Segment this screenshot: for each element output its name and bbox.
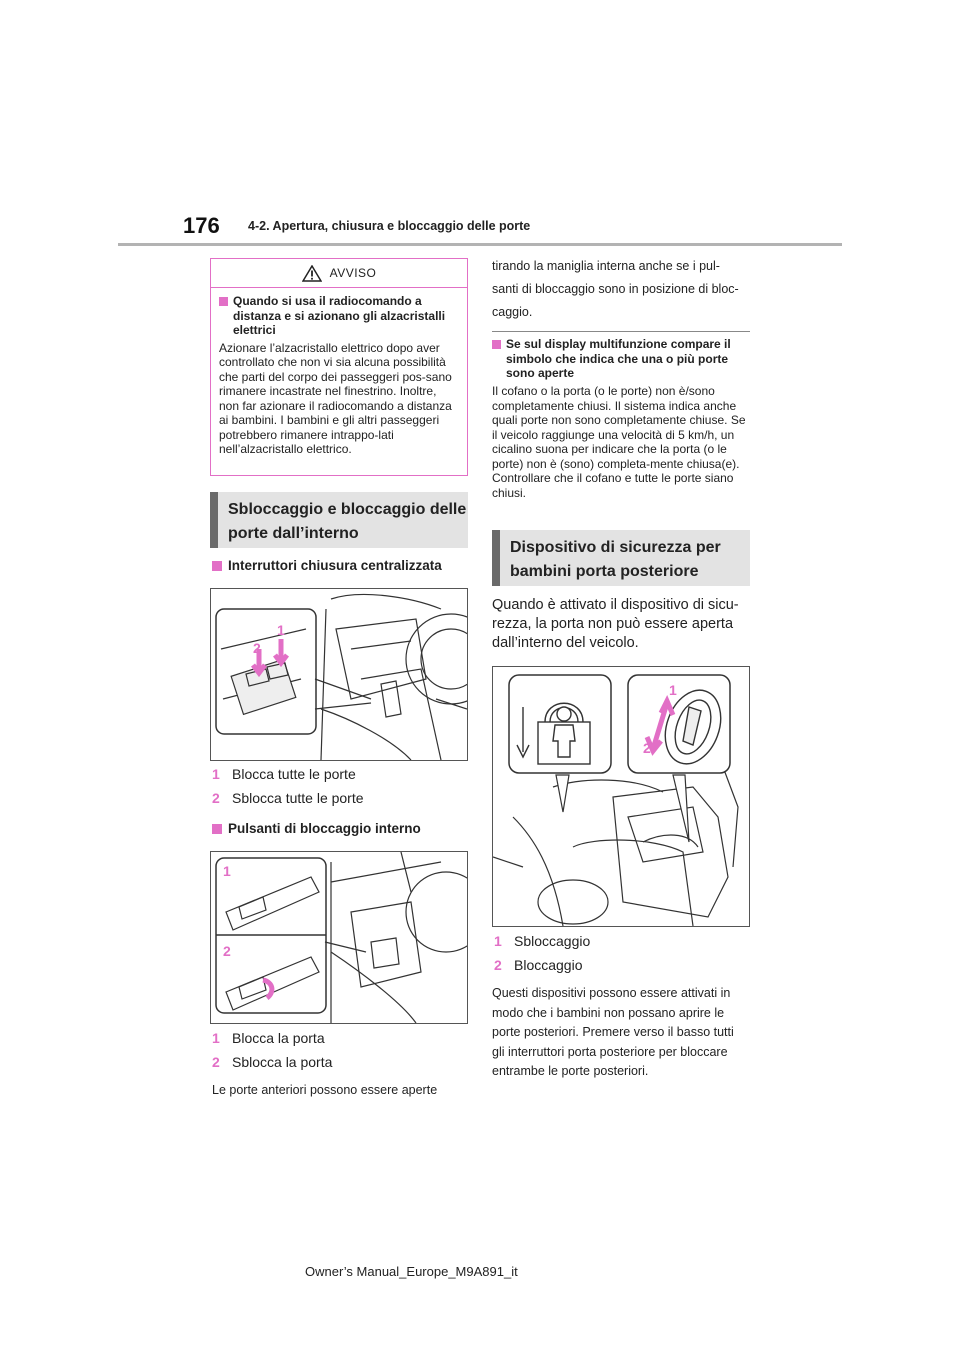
item-text: Sblocca la porta	[232, 1054, 333, 1070]
text-line: Questi dispositivi possono essere attivati in	[492, 986, 731, 1000]
item-text: Blocca la porta	[232, 1030, 325, 1046]
banner-line: Sbloccaggio e bloccaggio delle	[228, 501, 467, 518]
subheading-text: Interruttori chiusura centralizzata	[228, 558, 442, 573]
figure-child-safety-lock	[492, 666, 750, 927]
item-number: 1	[494, 933, 502, 949]
list-item	[494, 933, 590, 949]
list-central-locking	[212, 766, 364, 806]
text-line: tirando la maniglia interna anche se i pul-	[492, 259, 720, 273]
list-item	[212, 790, 364, 806]
note-child-lock	[492, 984, 750, 1082]
warning-title: AVVISO	[329, 266, 377, 280]
figure-central-locking-switches	[210, 588, 468, 761]
warning-triangle-icon	[302, 265, 322, 282]
item-text: Bloccaggio	[514, 957, 583, 973]
header-divider	[118, 243, 842, 246]
item-text: Sbloccaggio	[514, 933, 591, 949]
text-line: Quando è attivato il dispositivo di sicu-	[492, 597, 739, 613]
item-number: 2	[494, 957, 502, 973]
bullet-square-icon	[492, 340, 501, 349]
list-item	[212, 1030, 332, 1046]
list-item	[494, 957, 590, 973]
section-banner-child-safety	[492, 530, 750, 586]
paragraph-door-open: Il cofano o la porta (o le porte) non è/sono completamente chiusi. Il sistema indica anche quali porte non sono completamente chiuse. Se il veicolo raggiunge una velocità di 5 km/h, un cicalino suona per indicare che la porta (o le porte) non è (sono) completa-mente chiusa(e). Controllare che il cofano e tutte le porte siano chiusi.	[492, 384, 746, 500]
fig2-label-2: 2	[223, 943, 231, 959]
item-text: Sblocca tutte le porte	[232, 790, 364, 806]
fig3-label-1: 1	[669, 682, 677, 698]
divider	[492, 331, 750, 332]
item-number: 2	[212, 1054, 220, 1070]
text-line: caggio.	[492, 305, 533, 319]
item-text: Blocca tutte le porte	[232, 766, 356, 782]
page-number: 176	[183, 213, 220, 238]
fig2-label-1: 1	[223, 863, 231, 879]
bullet-square-icon	[219, 297, 228, 306]
warning-box	[210, 258, 468, 476]
item-number: 1	[212, 1030, 220, 1046]
list-child-lock	[494, 933, 590, 973]
text-line: entrambe le porte posteriori.	[492, 1064, 649, 1078]
text-line: gli interruttori porta posteriore per bloccare	[492, 1044, 728, 1059]
fig3-label-2: 2	[643, 740, 651, 756]
bullet-square-icon	[212, 824, 222, 834]
figure-interior-lock-buttons	[210, 851, 468, 1024]
warning-text: Azionare l’alzacristallo elettrico dopo aver controllato che non vi sia alcuna possibilità che parti del corpo dei passeggeri pos-sano rimanere incastrate nel finestrino. Inoltre, non far azionare il radiocomando a distanza ai bambini. I bambini e gli altri passeggeri potrebbero rimanere intrappo-lati nell’alzacristallo elettrico.	[219, 340, 452, 456]
lock-buttons-illustration	[211, 852, 467, 1023]
banner-line: Dispositivo di sicurezza per	[510, 539, 721, 556]
note-front-doors: Le porte anteriori possono essere aperte	[212, 1083, 438, 1097]
child-lock-illustration	[493, 667, 749, 926]
subheading-text: Pulsanti di bloccaggio interno	[228, 821, 421, 836]
text-line: dall’interno del veicolo.	[492, 635, 639, 651]
item-number: 2	[212, 790, 220, 806]
continued-paragraph	[492, 255, 750, 324]
list-lock-buttons	[212, 1030, 332, 1070]
text-line: modo che i bambini non possano aprire le	[492, 1005, 725, 1020]
subheading-central-locking	[212, 558, 442, 573]
banner-line: porte dall’interno	[228, 525, 359, 542]
warning-header	[211, 259, 467, 288]
fig1-label-1: 1	[277, 622, 285, 638]
item-number: 1	[212, 766, 220, 782]
warning-bullet-text: Quando si usa il radiocomando a distanza e si azionano gli alzacristalli elettrici	[233, 294, 446, 337]
subheading-lock-buttons	[212, 821, 421, 836]
central-locking-illustration	[211, 589, 467, 760]
fig1-label-2: 2	[253, 640, 261, 656]
section-banner-interior-locking	[210, 492, 468, 548]
text-line: rezza, la porta non può essere aperta	[492, 616, 734, 632]
section-title: 4-2. Apertura, chiusura e bloccaggio delle porte	[248, 219, 531, 233]
intro-child-safety	[492, 596, 750, 653]
warning-bullet-heading	[219, 294, 459, 338]
list-item	[212, 1054, 332, 1070]
text-line: porte posteriori. Premere verso il basso tutti	[492, 1025, 734, 1039]
banner-line: bambini porta posteriore	[510, 563, 699, 580]
bullet-square-icon	[212, 561, 222, 571]
footer-manual-id: Owner’s Manual_Europe_M9A891_it	[305, 1264, 518, 1279]
list-item	[212, 766, 364, 782]
subheading-door-open-display	[492, 337, 750, 384]
text-line: santi di bloccaggio sono in posizione di bloc-	[492, 282, 739, 296]
subheading-text: Se sul display multifunzione compare il simbolo che indica che una o più porte sono aperte	[506, 337, 731, 380]
